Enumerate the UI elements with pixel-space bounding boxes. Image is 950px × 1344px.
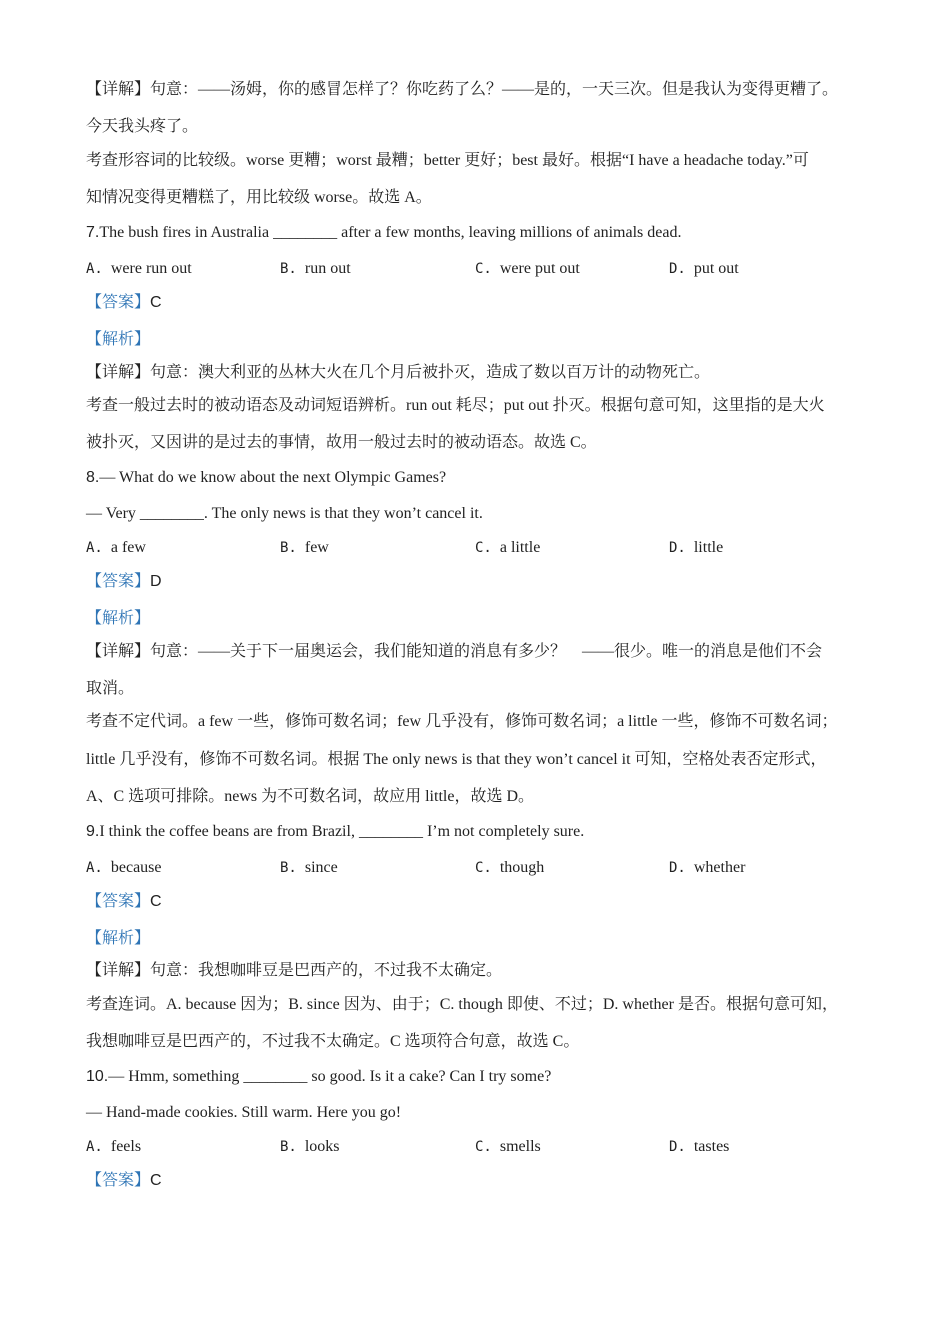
q6-detail-text-1: 句意：——汤姆，你的感冒怎样了？你吃药了么？——是的，一天三次。但是我认为变得更糟了。 bbox=[150, 81, 839, 98]
q7-option-a-letter: A. bbox=[86, 261, 103, 277]
q9-explain-1: 考查连词。A. because 因为；B. since 因为、由于；C. though 即使、不过；D. whether 是否。根据句意可知， bbox=[86, 996, 838, 1013]
q7-option-d-text: put out bbox=[693, 260, 739, 277]
q8-option-c-letter: C. bbox=[475, 540, 492, 556]
q7-option-b bbox=[280, 259, 351, 279]
q10-option-b-text: looks bbox=[304, 1138, 340, 1155]
q7-stem-text: The bush fires in Australia ________ after a few months, leaving millions of animals dead. bbox=[99, 224, 682, 241]
q7-option-c-letter: C. bbox=[475, 261, 492, 277]
q8-analysis-label: 【解析】 bbox=[86, 610, 151, 627]
q9-answer bbox=[86, 892, 162, 912]
q8-number: 8. bbox=[86, 469, 100, 486]
q9-option-b-text: since bbox=[304, 859, 338, 876]
q7-option-b-text: run out bbox=[304, 260, 351, 277]
q9-option-a bbox=[86, 858, 162, 878]
q9-option-c-text: though bbox=[499, 859, 545, 876]
q8-option-b bbox=[280, 538, 329, 558]
q7-answer bbox=[86, 293, 162, 313]
q8-stem-2: — Very ________. The only news is that they won’t cancel it. bbox=[86, 505, 483, 522]
q10-stem-1 bbox=[86, 1067, 551, 1087]
q6-explain-2: 知情况变得更糟糕了，用比较级 worse。故选 A。 bbox=[86, 189, 432, 206]
q8-detail-text-2: 取消。 bbox=[86, 680, 135, 697]
q7-number: 7. bbox=[86, 224, 100, 241]
q9-option-d-text: whether bbox=[693, 859, 746, 876]
q7-option-a bbox=[86, 259, 192, 279]
q9-detail-text: 句意：我想咖啡豆是巴西产的，不过我不太确定。 bbox=[150, 962, 503, 979]
q10-answer bbox=[86, 1171, 162, 1191]
q8-stem-text-1: — What do we know about the next Olympic Games? bbox=[99, 469, 447, 486]
q8-detail-text-1: 句意：——关于下一届奥运会，我们能知道的消息有多少？ ——很少。唯一的消息是他们不会 bbox=[150, 643, 823, 660]
q7-detail-text: 句意：澳大利亚的丛林大火在几个月后被扑灭，造成了数以百万计的动物死亡。 bbox=[150, 364, 711, 381]
q7-answer-label: 【答案】 bbox=[86, 294, 151, 311]
q7-option-b-letter: B. bbox=[280, 261, 297, 277]
q8-option-d-letter: D. bbox=[669, 540, 686, 556]
q7-option-d bbox=[669, 259, 739, 279]
q10-stem-text-1: — Hmm, something ________ so good. Is it a cake? Can I try some? bbox=[108, 1068, 552, 1085]
q7-option-c bbox=[475, 259, 580, 279]
q8-stem-1 bbox=[86, 468, 446, 488]
q10-answer-label: 【答案】 bbox=[86, 1172, 151, 1189]
q10-option-c-text: smells bbox=[499, 1138, 541, 1155]
q7-option-a-text: were run out bbox=[110, 260, 192, 277]
q10-option-b-letter: B. bbox=[280, 1139, 297, 1155]
q7-explain-1: 考查一般过去时的被动语态及动词短语辨析。run out 耗尽；put out 扑灭。根据句意可知，这里指的是大火 bbox=[86, 397, 825, 414]
q10-option-d bbox=[669, 1137, 729, 1157]
q9-option-c-letter: C. bbox=[475, 860, 492, 876]
q6-detail-text-2: 今天我头疼了。 bbox=[86, 118, 199, 135]
q10-option-a-text: feels bbox=[110, 1138, 142, 1155]
q7-stem bbox=[86, 223, 681, 243]
q9-option-b-letter: B. bbox=[280, 860, 297, 876]
q10-option-a-letter: A. bbox=[86, 1139, 103, 1155]
q8-detail-label: 【详解】 bbox=[86, 643, 151, 660]
q7-option-d-letter: D. bbox=[669, 261, 686, 277]
q7-answer-value: C bbox=[150, 294, 162, 311]
q10-option-c-letter: C. bbox=[475, 1139, 492, 1155]
q7-detail-label: 【详解】 bbox=[86, 364, 151, 381]
q9-option-c bbox=[475, 858, 544, 878]
q8-detail-line bbox=[86, 642, 822, 662]
q7-explain-2: 被扑灭，又因讲的是过去的事情，故用一般过去时的被动语态。故选 C。 bbox=[86, 434, 597, 451]
q9-detail-line bbox=[86, 961, 502, 981]
q8-option-b-letter: B. bbox=[280, 540, 297, 556]
q10-stem-2: — Hand-made cookies. Still warm. Here you go! bbox=[86, 1104, 402, 1121]
q10-option-d-letter: D. bbox=[669, 1139, 686, 1155]
q9-answer-value: C bbox=[150, 893, 162, 910]
q9-option-d-letter: D. bbox=[669, 860, 686, 876]
q9-option-a-text: because bbox=[110, 859, 162, 876]
q9-stem-text: I think the coffee beans are from Brazil, ________ I’m not completely sure. bbox=[99, 823, 585, 840]
q9-answer-label: 【答案】 bbox=[86, 893, 151, 910]
q10-answer-value: C bbox=[150, 1172, 162, 1189]
q8-option-d bbox=[669, 538, 723, 558]
q10-option-a bbox=[86, 1137, 141, 1157]
q8-option-c-text: a little bbox=[499, 539, 541, 556]
q8-option-b-text: few bbox=[304, 539, 329, 556]
q9-detail-label: 【详解】 bbox=[86, 962, 151, 979]
q8-explain-1: 考查不定代词。a few 一些，修饰可数名词；few 几乎没有，修饰可数名词；a little 一些，修饰不可数名词； bbox=[86, 713, 838, 730]
q9-option-b bbox=[280, 858, 338, 878]
q7-detail-line bbox=[86, 363, 710, 383]
q6-detail-label: 【详解】 bbox=[86, 81, 151, 98]
q7-analysis-label: 【解析】 bbox=[86, 331, 151, 348]
q8-answer-label: 【答案】 bbox=[86, 573, 151, 590]
q8-explain-2: little 几乎没有，修饰不可数名词。根据 The only news is that they won’t cancel it 可知，空格处表否定形式， bbox=[86, 751, 827, 768]
q9-number: 9. bbox=[86, 823, 100, 840]
q8-option-c bbox=[475, 538, 540, 558]
q8-option-d-text: little bbox=[693, 539, 724, 556]
q6-detail-line bbox=[86, 80, 838, 100]
q8-option-a bbox=[86, 538, 146, 558]
q8-answer bbox=[86, 572, 162, 592]
q10-option-c bbox=[475, 1137, 541, 1157]
q9-analysis-label: 【解析】 bbox=[86, 930, 151, 947]
q10-option-b bbox=[280, 1137, 340, 1157]
q9-explain-2: 我想咖啡豆是巴西产的，不过我不太确定。C 选项符合句意，故选 C。 bbox=[86, 1033, 580, 1050]
q8-option-a-text: a few bbox=[110, 539, 146, 556]
q9-option-a-letter: A. bbox=[86, 860, 103, 876]
q6-explain-1: 考查形容词的比较级。worse 更糟；worst 最糟；better 更好；best 最好。根据“I have a headache today.”可 bbox=[86, 152, 809, 169]
q10-option-d-text: tastes bbox=[693, 1138, 730, 1155]
q8-answer-value: D bbox=[150, 573, 162, 590]
q9-stem bbox=[86, 822, 584, 842]
q9-option-d bbox=[669, 858, 745, 878]
q8-option-a-letter: A. bbox=[86, 540, 103, 556]
q8-explain-3: A、C 选项可排除。news 为不可数名词，故应用 little，故选 D。 bbox=[86, 788, 534, 805]
q10-number: 10. bbox=[86, 1068, 109, 1085]
q7-option-c-text: were put out bbox=[499, 260, 580, 277]
